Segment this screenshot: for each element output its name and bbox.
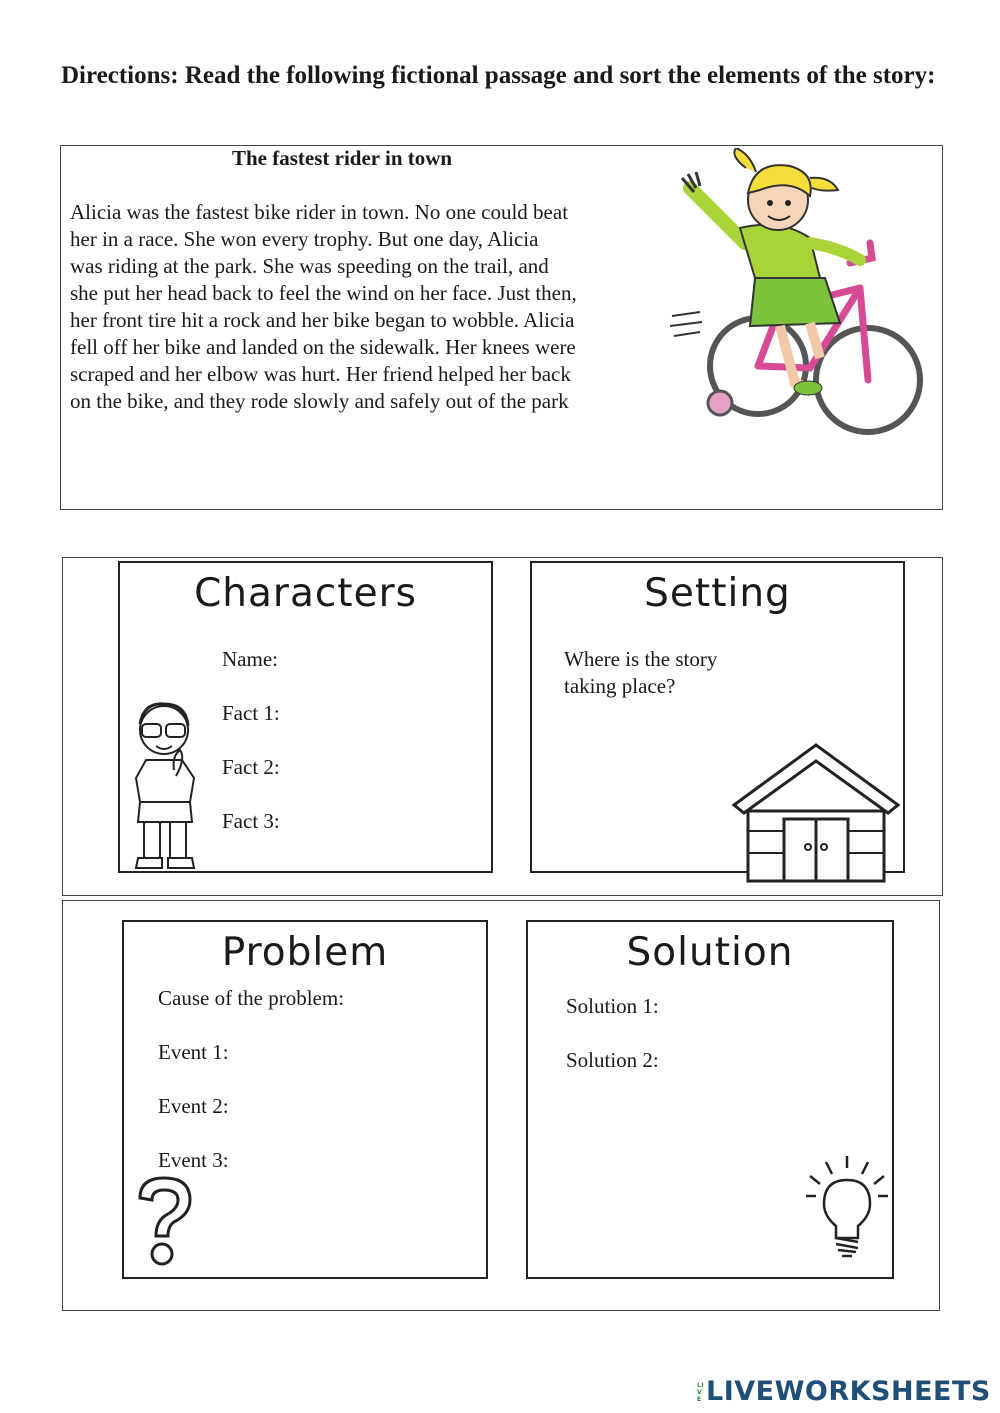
characters-name-field: Name: [222,647,278,671]
problem-cause-field: Cause of the problem: [158,986,345,1010]
solution2-field: Solution 2: [566,1048,659,1072]
passage-line: she put her head back to feel the wind on her face. Just then, [70,281,577,305]
logo-text: LIVEWORKSHEETS [706,1376,991,1407]
passage-line: Alicia was the fastest bike rider in town. No one could beat [70,200,569,224]
passage-line: was riding at the park. She was speeding on the trail, and [70,254,549,278]
passage-line: her in a race. She won every trophy. But one day, Alicia [70,227,539,251]
problem-event3-field: Event 3: [158,1148,229,1172]
characters-fact3-field: Fact 3: [222,809,280,833]
solution-title: Solution [626,930,794,975]
passage-line: scraped and her elbow was hurt. Her friend helped her back [70,362,571,386]
characters-fact2-field: Fact 2: [222,755,280,779]
passage-line: on the bike, and they rode slowly and safely out of the park [70,389,569,413]
characters-fact1-field: Fact 1: [222,701,280,725]
characters-title: Characters [194,571,417,616]
boy-character-icon [126,698,206,876]
passage-line: her front tire hit a rock and her bike began to wobble. Alicia [70,308,575,332]
passage-title: The fastest rider in town [232,146,453,170]
problem-event1-field: Event 1: [158,1040,229,1064]
question-mark-icon [132,1174,196,1270]
logo-badge: LIVE [697,1382,705,1403]
girl-on-bike-illustration [660,148,930,440]
setting-card [530,561,905,873]
setting-prompt-line: taking place? [564,674,676,698]
solution-card [526,920,894,1279]
solution1-field: Solution 1: [566,994,659,1018]
lightbulb-icon [804,1154,890,1262]
problem-title: Problem [221,930,389,975]
problem-card [122,920,488,1279]
characters-card [118,561,493,873]
shed-icon [730,741,902,885]
problem-event2-field: Event 2: [158,1094,229,1118]
setting-title: Setting [644,571,791,616]
setting-prompt-line: Where is the story [564,647,718,671]
passage-text [70,199,650,415]
passage-line: fell off her bike and landed on the sidewalk. Her knees were [70,335,576,359]
liveworksheets-logo [697,1376,991,1407]
directions-text: Directions: Read the following fictional passage and sort the elements of the story: [61,62,936,89]
